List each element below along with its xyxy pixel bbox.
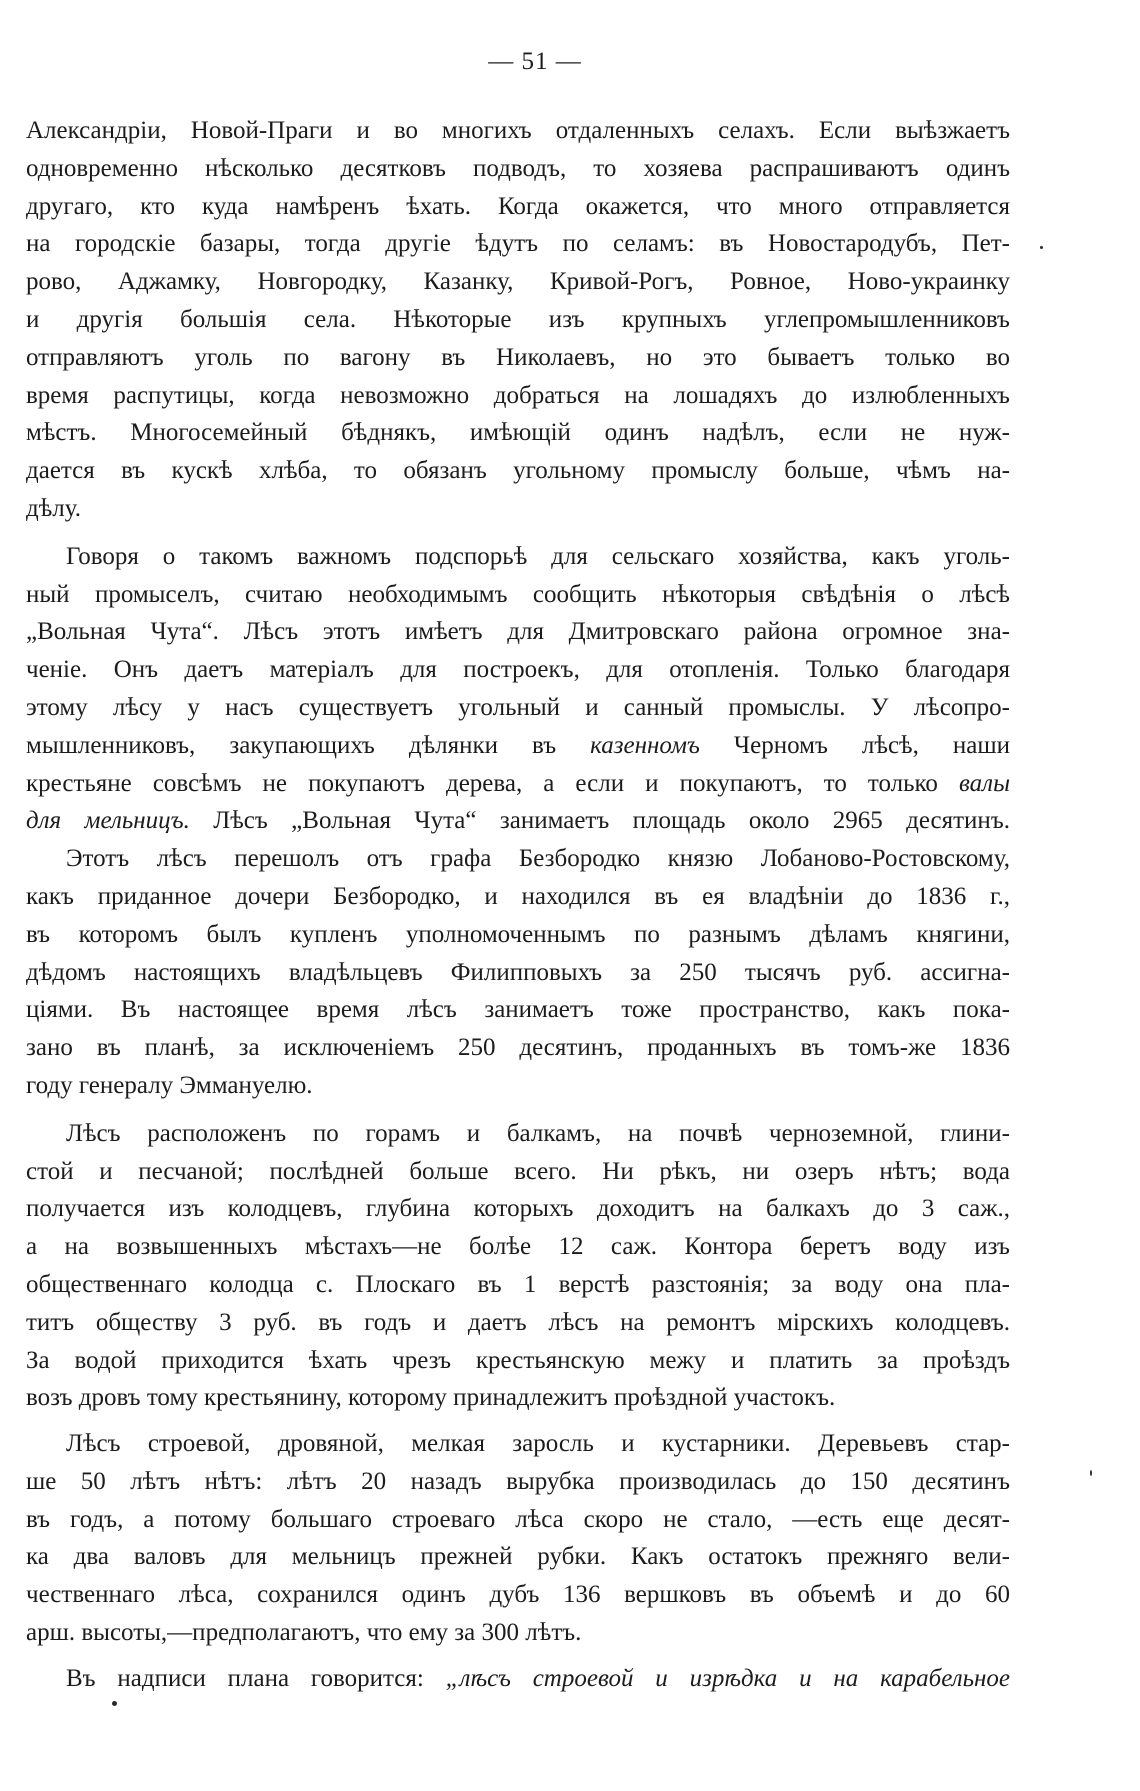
text-fragment: мышленниковъ, закупающихъ дѣлянки въ — [26, 731, 557, 759]
text-line: дается въ кускѣ хлѣба, то обязанъ угольному промыслу больше, чѣмъ на- — [26, 457, 1010, 485]
text-line: Лѣсъ расположенъ по горамъ и балкамъ, на почвѣ черноземной, глини- — [66, 1119, 1010, 1147]
text-line: чественнаго лѣса, сохранился одинъ дубъ 136 вершковъ въ объемѣ и до 60 — [26, 1581, 1010, 1609]
text-line: ціями. Въ настоящее время лѣсъ занимаетъ тоже пространство, какъ пока- — [26, 996, 1010, 1024]
scan-speck — [1090, 1470, 1092, 1476]
page-number: — 51 — — [488, 48, 582, 75]
text-line: арш. высоты,—предполагаютъ, что ему за 300 лѣтъ. — [26, 1619, 582, 1647]
text-line: въ которомъ былъ купленъ уполномоченнымъ по разнымъ дѣламъ княгини, — [26, 920, 1010, 948]
paragraph-6 — [26, 1660, 1010, 1698]
italic-word: валы — [959, 769, 1011, 797]
text-line: время распутицы, когда невозможно добраться на лошадяхъ до излюбленныхъ — [26, 381, 1010, 409]
text-line: рово, Аджамку, Новгородку, Казанку, Кривой-Рогъ, Ровное, Ново-украинку — [26, 268, 1010, 296]
text-line: дѣдомъ настоящихъ владѣльцевъ Филипповыхъ за 250 тысячъ руб. ассигна- — [26, 958, 1010, 986]
italic-word: казенномъ — [590, 731, 700, 759]
text-line: За водой приходится ѣхать чрезъ крестьянскую межу и платить за проѣздъ — [26, 1346, 1010, 1374]
text-line: зано въ планѣ, за исключеніемъ 250 десятинъ, проданныхъ въ томъ-же 1836 — [26, 1034, 1010, 1062]
text-line: какъ приданное дочери Безбородко, и находился въ ея владѣніи до 1836 г., — [26, 882, 1010, 910]
text-line: въ годъ, а потому большаго строеваго лѣса скоро не стало, —есть еще десят- — [26, 1505, 1010, 1533]
text-line: мѣстъ. Многосемейный бѣднякъ, имѣющій одинъ надѣлъ, если не нуж- — [26, 419, 1010, 447]
italic-phrase: для мельницъ. — [26, 807, 190, 835]
text-line: году генералу Эммануелю. — [26, 1071, 313, 1099]
text-fragment: Лѣсъ „Вольная Чута“ занимаетъ площадь около 2965 десятинъ. — [213, 807, 1010, 835]
text-line: другаго, кто куда намѣренъ ѣхать. Когда окажется, что много отправляется — [26, 192, 1010, 220]
text-line: титъ обществу 3 руб. въ годъ и даетъ лѣсъ на ремонтъ мірскихъ колодцевъ. — [26, 1308, 1010, 1336]
paragraph-gap — [26, 1652, 1010, 1660]
text-line: Говоря о такомъ важномъ подспорьѣ для сельскаго хозяйства, какъ уголь- — [66, 542, 1010, 570]
text-line: Александріи, Новой-Праги и во многихъ отдаленныхъ селахъ. Если выѣзжаетъ — [26, 117, 1010, 144]
text-line: одновременно нѣсколько десятковъ подводъ, то хозяева распрашиваютъ одинъ — [26, 154, 1010, 182]
text-line: этому лѣсу у насъ существуетъ угольный и санный промыслы. У лѣсопро- — [26, 693, 1010, 721]
text-line — [26, 765, 1010, 803]
text-line: общественнаго колодца с. Плоскаго въ 1 верстѣ разстоянія; за воду она пла- — [26, 1270, 1010, 1298]
paragraph-gap — [26, 1105, 1010, 1115]
text-line: отправляютъ уголь по вагону въ Николаевъ, но это бываетъ только во — [26, 343, 1010, 371]
text-line: дѣлу. — [26, 494, 82, 522]
text-line: ченіе. Онъ даетъ матеріалъ для построекъ, для отопленія. Только благодаря — [26, 656, 1010, 684]
italic-quote: „лѣсъ строевой и изрѣдка и на карабельное — [445, 1664, 1011, 1692]
text-fragment: Черномъ лѣсѣ, наши — [733, 731, 1010, 759]
text-line: ка два валовъ для мельницъ прежней рубки. Какъ остатокъ прежняго вели- — [26, 1543, 1010, 1571]
text-line: и другія большія села. Нѣкоторые изъ крупныхъ углепромышленниковъ — [26, 305, 1010, 333]
text-line: получается изъ колодцевъ, глубина которыхъ доходитъ на балкахъ до 3 саж., — [26, 1195, 1010, 1223]
text-fragment: крестьяне совсѣмъ не покупаютъ дерева, а если и покупаютъ, то только — [26, 769, 938, 797]
paragraph-1 — [26, 112, 1010, 528]
paragraph-4 — [26, 1115, 1010, 1417]
body-text — [26, 112, 1010, 1698]
paragraph-3 — [26, 840, 1010, 1105]
text-line: „Вольная Чута“. Лѣсъ этотъ имѣетъ для Дмитровскаго района огромное зна- — [26, 618, 1010, 646]
text-line — [26, 802, 1010, 840]
text-line: ный промыселъ, считаю необходимымъ сообщить нѣкоторыя свѣдѣнія о лѣсѣ — [26, 580, 1010, 608]
text-line — [26, 1660, 1010, 1698]
scan-speck — [1040, 246, 1043, 249]
text-line: ше 50 лѣтъ нѣтъ: лѣтъ 20 назадъ вырубка производилась до 150 десятинъ — [26, 1467, 1010, 1495]
text-line: возъ дровъ тому крестьянину, которому принадлежитъ проѣздной участокъ. — [26, 1384, 836, 1412]
text-line: на городскіе базары, тогда другіе ѣдутъ по селамъ: въ Новостародубъ, Пет- — [26, 230, 1010, 258]
text-line: стой и песчаной; послѣдней больше всего. Ни рѣкъ, ни озеръ нѣтъ; вода — [26, 1157, 1010, 1185]
text-line: Лѣсъ строевой, дровяной, мелкая заросль и кустарники. Деревьевъ стар- — [66, 1430, 1010, 1458]
paragraph-gap — [26, 1417, 1010, 1425]
text-line: а на возвышенныхъ мѣстахъ—не болѣе 12 саж. Контора беретъ воду изъ — [26, 1233, 1010, 1261]
text-line — [26, 727, 1010, 765]
paragraph-gap — [26, 528, 1010, 538]
text-fragment: Въ надписи плана говорится: — [66, 1664, 424, 1692]
scan-speck — [112, 1701, 117, 1706]
text-line: Этотъ лѣсъ перешолъ отъ графа Безбородко князю Лобаново-Ростовскому, — [66, 845, 1010, 873]
paragraph-2 — [26, 538, 1010, 840]
paragraph-5 — [26, 1425, 1010, 1652]
